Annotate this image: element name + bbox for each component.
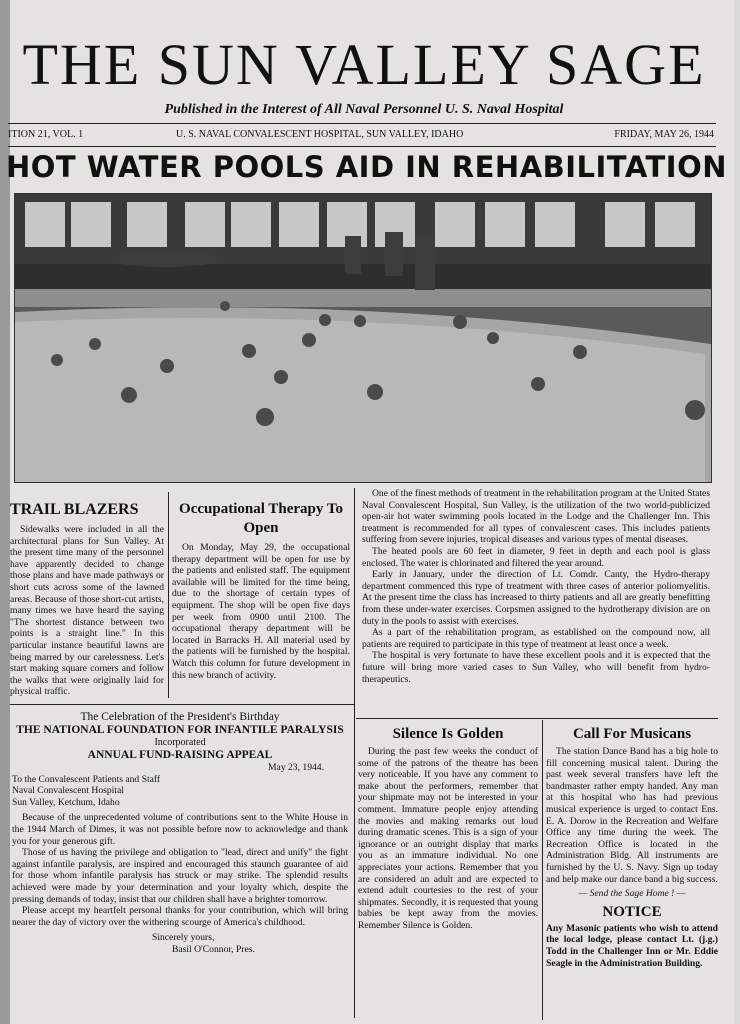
birthday-address-line: Sun Valley, Ketchum, Idaho	[12, 796, 120, 808]
pools-story-paragraph: Early in January, under the direction of Lt. Comdr. Canty, the Hydro-therapy department commenced this type of treatment with three cases of anterior poliomyelitis. At the present time the class has increased to thirty patients and all are greatly benefitting from these under-water exercises. Corpsmen assigned to the hydrotherapy division are on duty in the pools to assist with exercises.	[362, 569, 710, 627]
birthday-line1: The Celebration of the President's Birthday	[80, 711, 280, 723]
location-label: U. S. NAVAL CONVALESCENT HOSPITAL, SUN VALLEY, IDAHO	[176, 129, 464, 140]
trail-blazers-text: Sidewalks were included in all the architectural plans for Sun Valley. At the present time many of the personnel have apparently decided to change those plans and have made pathways or short cuts across some of the lawned areas. Because of those short-cut artists, many times we have heard the saying "The shortest distance between two points is a straight line." In this particular instance beautiful lawns are being marred by our carelessness. Let's start making square corners and follow the walks that were originally laid for physical traffic.	[10, 524, 164, 696]
musicians-title: Call For Musicans	[572, 726, 692, 742]
main-headline: HOT WATER POOLS AID IN REHABILITATION	[6, 150, 728, 184]
section-divider	[356, 718, 718, 719]
masthead-title: THE SUN VALLEY SAGE	[22, 32, 706, 97]
section-divider	[10, 704, 354, 705]
column-divider	[168, 492, 169, 698]
pools-story-paragraph: One of the finest methods of treatment in the rehabilitation program at the United States Naval Convalescent Hospital, Sun Valley, is the utilization of the two world-publicized open-air hot water swimming pools located in the Lodge and the Challenger Inn. This treatment is recommended for all types of convalescent cases. This includes patients suffering from severe injuries, tropical diseases and various types of mental diseases.	[362, 488, 710, 546]
birthday-address-line: To the Convalescent Patients and Staff	[12, 773, 161, 785]
musicians-tagline: — Send the Sage Home ! —	[578, 888, 686, 900]
trail-blazers-article	[10, 500, 164, 696]
edition-label: ITION 21, VOL. 1	[8, 129, 84, 140]
silence-title: Silence Is Golden	[392, 726, 504, 742]
swimming-pool-photo	[14, 193, 712, 483]
birthday-signature: Basil O'Connor, Pres.	[172, 943, 255, 955]
silence-text: During the past few weeks the conduct of some of the patrons of the theatre has been very noticeable. If you have any comment to make about the performers, remember that your shipmate may not be interested in your comment. Immature people enjoy attending the movies and making remarks out loud during dramatic scenes. This is a sign of your ignorance or an outright display that marks you as an immature individual. No one appreciates your actions. Remember that you are considered an adult and are expected to extend adult courtesies to the rest of your shipmates. Secondly, it is requested that young babies be kept away from the movies. Remember Silence is Golden.	[358, 746, 538, 931]
birthday-line4: ANNUAL FUND-RAISING APPEAL	[87, 749, 273, 761]
birthday-line2: THE NATIONAL FOUNDATION FOR INFANTILE PARALYSIS	[16, 724, 344, 736]
column-divider	[354, 488, 355, 1018]
pools-story-article	[362, 488, 710, 714]
musicians-article	[546, 724, 718, 1020]
birthday-paragraph: Those of us having the privilege and obligation to "lead, direct and unify" the fight against infantile paralysis, are inspired and encouraged this staunch guarantee of aid for those whom infantile paralysis has struck or may strike. The splendid results achieved were made by your determination and your loyalty which, despite the pressing demands of today, insist that our children shall have a brighter tomorrow.	[12, 847, 348, 905]
pools-story-paragraph: As a part of the rehabilitation program, as established on the compound now, all patients are required to participate in this type of treatment at least once a week.	[362, 627, 710, 650]
masthead-subtitle: Published in the Interest of All Naval Personnel U. S. Naval Hospital	[164, 102, 564, 117]
birthday-line3: Incorporated	[154, 737, 206, 748]
notice-title: NOTICE	[602, 903, 662, 920]
dateline	[8, 123, 716, 147]
birthday-closing: Sincerely yours,	[152, 932, 215, 944]
silence-article	[358, 724, 538, 1020]
column-divider	[542, 720, 543, 1020]
birthday-paragraph: Please accept my heartfelt personal thanks for your contribution, which will bring nearer the day of victory over the withering scourge of America's childhood.	[12, 905, 348, 928]
notice-text: Any Masonic patients who wish to attend the local lodge, please contact Lt. (j.g.) Todd in the Challenger Inn or Mr. Eddie Seagle in the Administration Building.	[546, 922, 718, 969]
musicians-text: The station Dance Band has a big hole to fill concerning musical talent. During the past week several transfers have left the bandmaster rather empty handed. Any man at this hospital who has had previous musical experience is urged to contact Ens. E. A. Dorow in the Recreation and Welfare Office any time during the week. The Recreation Office is located in the Administration Bldg. All instruments are furnished by the U. S. Navy. Sign up today and help make our dance band a big success.	[546, 746, 718, 885]
pools-story-paragraph: The hospital is very fortunate to have these excellent pools and it is expected that the future will bring more varied cases to Sun Valley, who will benefit from hydro-therapeutics.	[362, 650, 710, 685]
pools-story-paragraph: The heated pools are 60 feet in diameter, 9 feet in depth and each pool is glass enclosed. The water is chlorinated and filtered the year around.	[362, 545, 710, 569]
date-label: FRIDAY, MAY 26, 1944	[614, 129, 714, 140]
occupational-therapy-title: Occupational Therapy To Open	[179, 501, 343, 536]
occupational-therapy-text: On Monday, May 29, the occupational therapy department will be open for use by the patients and enlisted staff. The equipment available will be limited for the time being, due to the shortage of certain types of equipment. The shop will be open five days per week from 0900 until 2100. The occupational therapy department will be located in Barracks H. All material used by the patients will be furnished by the hospital. Watch this column for future development in this new branch of activity.	[172, 542, 350, 681]
birthday-address-line: Naval Convalescent Hospital	[12, 785, 124, 797]
birthday-paragraph: Because of the unprecedented volume of contributions sent to the White House in the 1944 March of Dimes, it was not possible before now to acknowledge and thank you for your generous gift.	[12, 812, 348, 847]
birthday-appeal-letter	[12, 710, 348, 992]
birthday-date: May 23, 1944.	[268, 762, 324, 773]
trail-blazers-title: TRAIL BLAZERS	[10, 501, 139, 518]
occupational-therapy-article	[172, 500, 350, 696]
